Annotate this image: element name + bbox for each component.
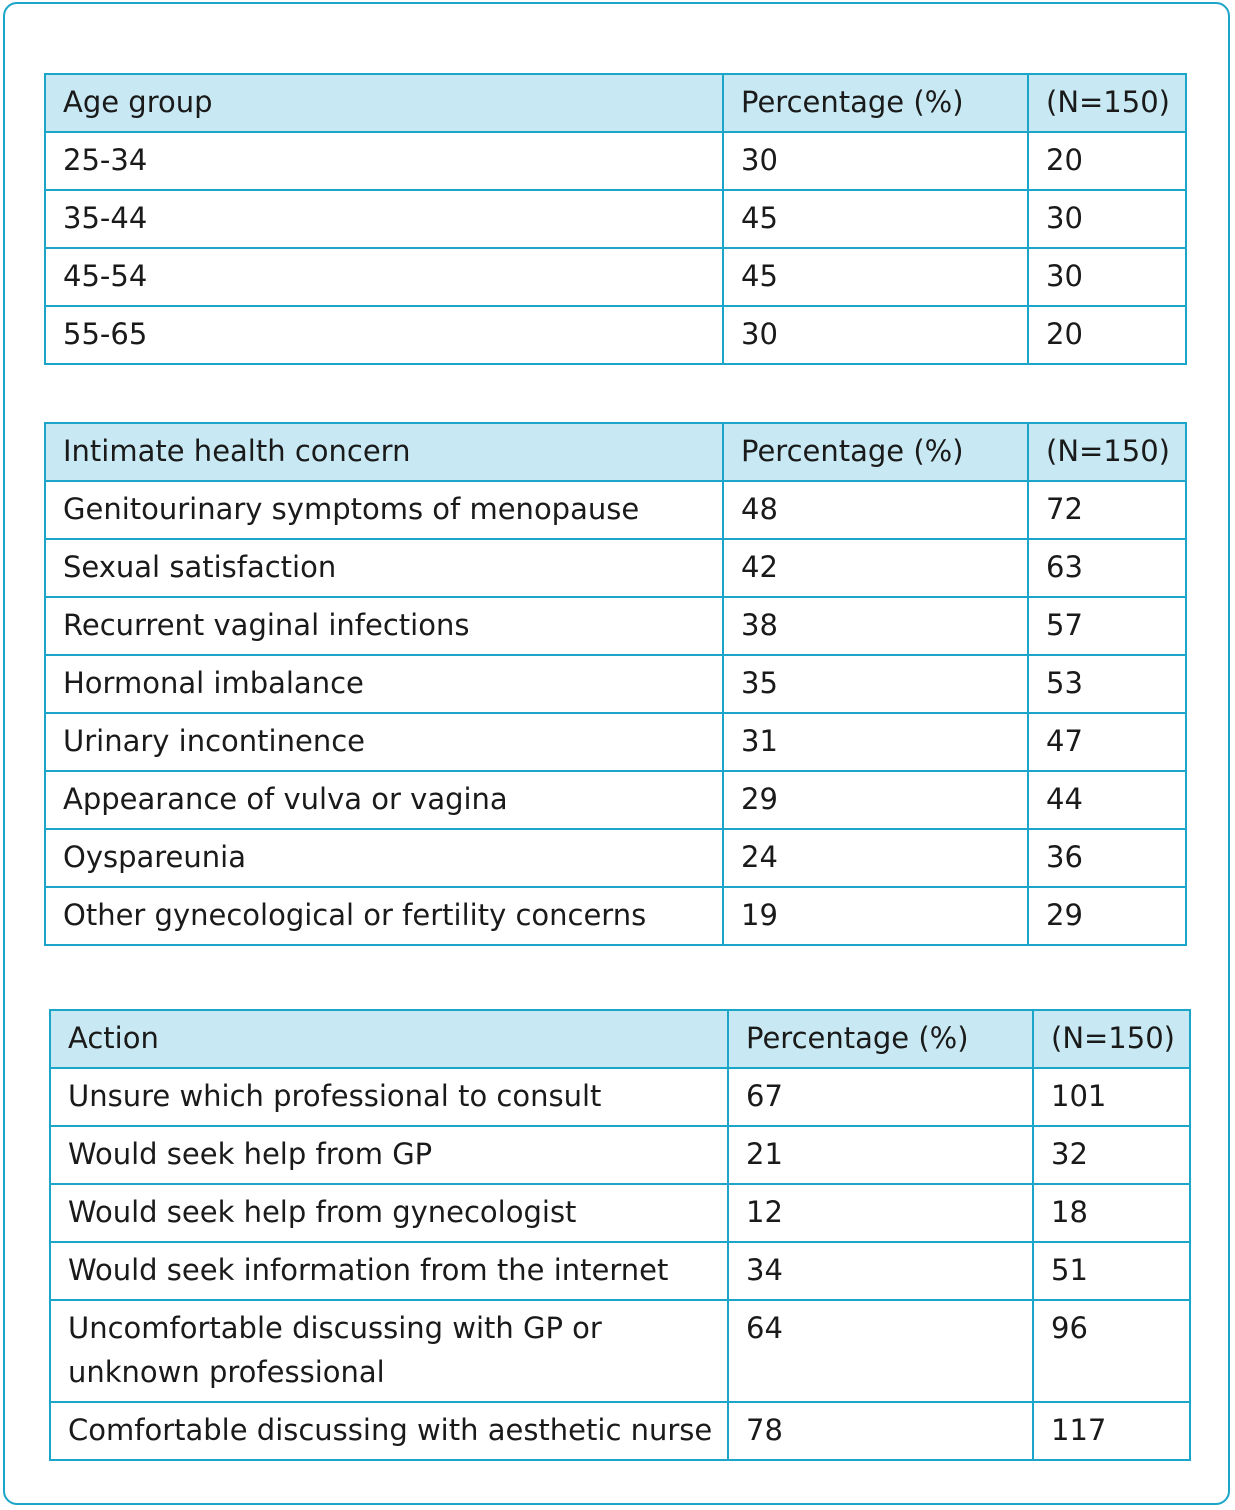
table-cell: 12 [728,1184,1033,1242]
table-cell: Sexual satisfaction [45,539,723,597]
table-cell: Comfortable discussing with aesthetic nurse [50,1402,728,1460]
table-cell: 117 [1033,1402,1190,1460]
table-header-row [45,74,1186,132]
table-cell: 30 [723,306,1028,364]
table-cell: Genitourinary symptoms of menopause [45,481,723,539]
table-cell: 78 [728,1402,1033,1460]
table-cell: Oyspareunia [45,829,723,887]
table-header-row [50,1010,1190,1068]
table-cell: 67 [728,1068,1033,1126]
table-row [45,190,1186,248]
table-row [45,597,1186,655]
column-header: Percentage (%) [728,1010,1033,1068]
table-cell: 72 [1028,481,1186,539]
table-cell: 48 [723,481,1028,539]
column-header: (N=150) [1033,1010,1190,1068]
column-header: (N=150) [1028,74,1186,132]
table-row [50,1126,1190,1184]
table-cell: 53 [1028,655,1186,713]
table-cell: 34 [728,1242,1033,1300]
table-row [50,1184,1190,1242]
table-cell: 38 [723,597,1028,655]
table-cell: 51 [1033,1242,1190,1300]
table-cell: 101 [1033,1068,1190,1126]
table-cell: Would seek help from GP [50,1126,728,1184]
table-row [45,132,1186,190]
table-row [45,887,1186,945]
table-row [50,1300,1190,1402]
table-cell: 25-34 [45,132,723,190]
table-cell: 64 [728,1300,1033,1402]
table-cell: 35 [723,655,1028,713]
table-row [45,655,1186,713]
table-row [50,1242,1190,1300]
table-cell: 42 [723,539,1028,597]
table-row [45,481,1186,539]
table-cell: 24 [723,829,1028,887]
table-cell: 32 [1033,1126,1190,1184]
table-cell: 30 [1028,248,1186,306]
column-header: Percentage (%) [723,423,1028,481]
table-header-row [45,423,1186,481]
table-cell: Would seek help from gynecologist [50,1184,728,1242]
column-header: Percentage (%) [723,74,1028,132]
table-cell: 31 [723,713,1028,771]
table-cell: Hormonal imbalance [45,655,723,713]
table-row [50,1068,1190,1126]
table-cell: Urinary incontinence [45,713,723,771]
action-table [49,1009,1191,1461]
table-cell: 45-54 [45,248,723,306]
column-header: Intimate health concern [45,423,723,481]
table-row [45,713,1186,771]
table-cell: 35-44 [45,190,723,248]
table-cell: 36 [1028,829,1186,887]
table-cell: 21 [728,1126,1033,1184]
table-cell: 44 [1028,771,1186,829]
table-cell: Recurrent vaginal infections [45,597,723,655]
column-header: Action [50,1010,728,1068]
table-cell: 55-65 [45,306,723,364]
column-header: Age group [45,74,723,132]
table-cell: 29 [723,771,1028,829]
table-cell: 96 [1033,1300,1190,1402]
table-cell: 30 [723,132,1028,190]
table-row [45,771,1186,829]
table-cell: Other gynecological or fertility concerns [45,887,723,945]
table-cell: 29 [1028,887,1186,945]
age-group-table [44,73,1187,365]
table-row [45,539,1186,597]
table-cell: 45 [723,190,1028,248]
table-cell: Appearance of vulva or vagina [45,771,723,829]
table-cell: 57 [1028,597,1186,655]
table-row [45,829,1186,887]
table-cell: 20 [1028,132,1186,190]
table-cell: Unsure which professional to consult [50,1068,728,1126]
column-header: (N=150) [1028,423,1186,481]
table-cell: 18 [1033,1184,1190,1242]
table-cell: 45 [723,248,1028,306]
table-row [45,248,1186,306]
table-cell: 63 [1028,539,1186,597]
table-row [50,1402,1190,1460]
table-cell: 47 [1028,713,1186,771]
table-cell: 30 [1028,190,1186,248]
table-cell: Would seek information from the internet [50,1242,728,1300]
intimate-health-concern-table [44,422,1187,946]
table-row [45,306,1186,364]
table-cell: 20 [1028,306,1186,364]
table-cell: 19 [723,887,1028,945]
table-cell: Uncomfortable discussing with GP or unknown professional [50,1300,728,1402]
